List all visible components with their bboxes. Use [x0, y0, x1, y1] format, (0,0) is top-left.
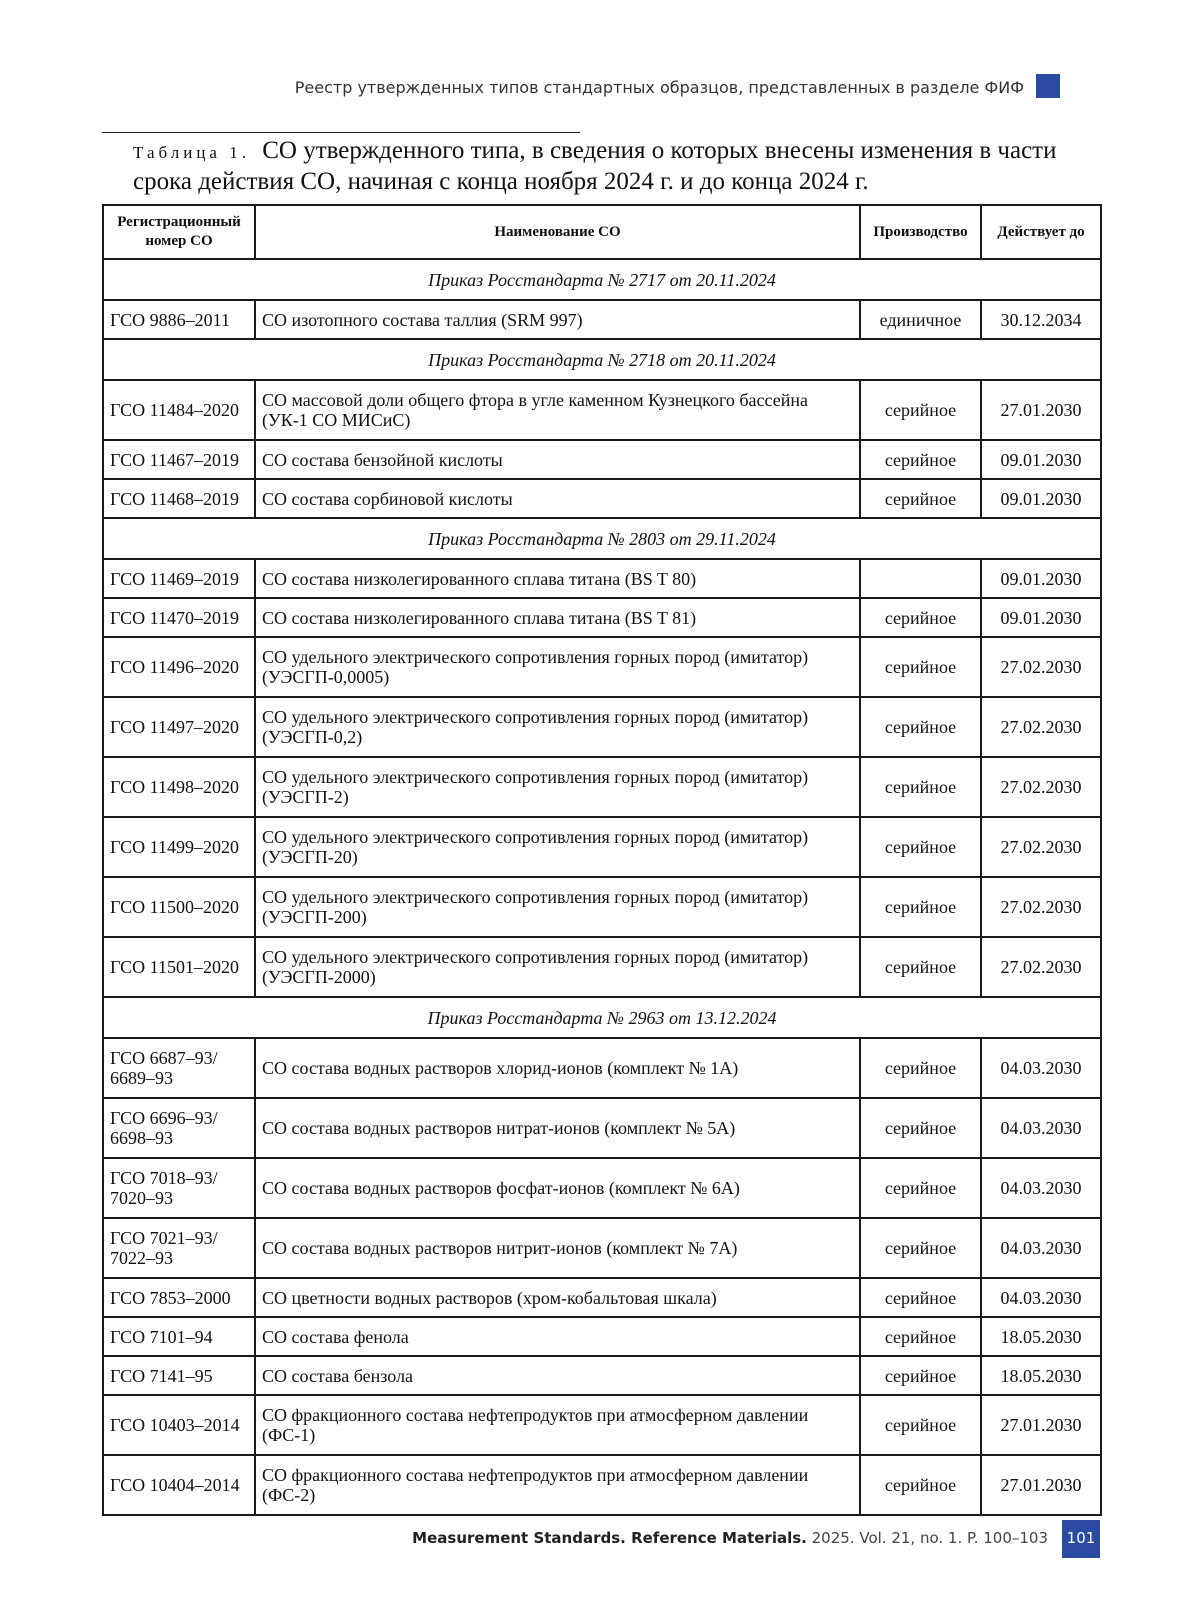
table-row: [103, 637, 1101, 697]
page-footer: [300, 1520, 1100, 1554]
column-header-production: Производство: [860, 205, 981, 259]
table-row: [103, 1218, 1101, 1278]
production-type: серийное: [860, 1158, 981, 1218]
material-name: СО состава бензола: [255, 1356, 860, 1395]
header-accent-square: [1036, 74, 1060, 98]
table-row: [103, 1455, 1101, 1515]
material-name: СО массовой доли общего фтора в угле каменном Кузнецкого бассейна (УК-1 СО МИСиС): [255, 380, 860, 440]
order-title: Приказ Росстандарта № 2803 от 29.11.2024: [103, 518, 1101, 559]
valid-until: 09.01.2030: [981, 479, 1101, 518]
reg-number: ГСО 7101–94: [103, 1317, 255, 1356]
material-name: СО состава фенола: [255, 1317, 860, 1356]
valid-until: 09.01.2030: [981, 559, 1101, 598]
reg-number: ГСО 11469–2019: [103, 559, 255, 598]
valid-until: 18.05.2030: [981, 1356, 1101, 1395]
valid-until: 27.02.2030: [981, 877, 1101, 937]
valid-until: 27.02.2030: [981, 757, 1101, 817]
material-name: СО фракционного состава нефтепродуктов при атмосферном давлении (ФС-1): [255, 1395, 860, 1455]
table-row: [103, 697, 1101, 757]
material-name: СО состава водных растворов нитрит-ионов (комплект № 7А): [255, 1218, 860, 1278]
material-name: СО цветности водных растворов (хром-кобальтовая шкала): [255, 1278, 860, 1317]
order-row: [103, 259, 1101, 300]
reg-number: ГСО 11470–2019: [103, 598, 255, 637]
production-type: серийное: [860, 637, 981, 697]
material-name: СО удельного электрического сопротивления горных пород (имитатор) (УЭСГП-20): [255, 817, 860, 877]
material-name: СО состава водных растворов хлорид-ионов (комплект № 1А): [255, 1038, 860, 1098]
table-row: [103, 757, 1101, 817]
material-name: СО удельного электрического сопротивления горных пород (имитатор) (УЭСГП-0,2): [255, 697, 860, 757]
reg-number: ГСО 11497–2020: [103, 697, 255, 757]
valid-until: 27.01.2030: [981, 380, 1101, 440]
running-title: Реестр утвержденных типов стандартных образцов, представленных в разделе ФИФ: [294, 78, 1024, 97]
order-title: Приказ Росстандарта № 2963 от 13.12.2024: [103, 997, 1101, 1038]
valid-until: 04.03.2030: [981, 1038, 1101, 1098]
table-row: [103, 1356, 1101, 1395]
reg-number: ГСО 11500–2020: [103, 877, 255, 937]
valid-until: 27.02.2030: [981, 697, 1101, 757]
material-name: СО удельного электрического сопротивления горных пород (имитатор) (УЭСГП-2000): [255, 937, 860, 997]
reg-number: ГСО 7141–95: [103, 1356, 255, 1395]
valid-until: 27.01.2030: [981, 1395, 1101, 1455]
production-type: серийное: [860, 1317, 981, 1356]
material-name: СО изотопного состава таллия (SRM 997): [255, 300, 860, 339]
reg-number: ГСО 7018–93/ 7020–93: [103, 1158, 255, 1218]
reg-number: ГСО 11499–2020: [103, 817, 255, 877]
reg-number: ГСО 11498–2020: [103, 757, 255, 817]
material-name: СО удельного электрического сопротивления горных пород (имитатор) (УЭСГП-0,0005): [255, 637, 860, 697]
valid-until: 27.01.2030: [981, 1455, 1101, 1515]
production-type: серийное: [860, 440, 981, 479]
table-row: [103, 817, 1101, 877]
production-type: серийное: [860, 817, 981, 877]
reference-materials-table: [102, 204, 1102, 1516]
production-type: серийное: [860, 1218, 981, 1278]
production-type: серийное: [860, 1278, 981, 1317]
table-row: [103, 300, 1101, 339]
order-row: [103, 518, 1101, 559]
valid-until: 04.03.2030: [981, 1098, 1101, 1158]
reg-number: ГСО 7021–93/ 7022–93: [103, 1218, 255, 1278]
valid-until: 04.03.2030: [981, 1158, 1101, 1218]
table-row: [103, 877, 1101, 937]
valid-until: 18.05.2030: [981, 1317, 1101, 1356]
valid-until: 09.01.2030: [981, 598, 1101, 637]
production-type: серийное: [860, 479, 981, 518]
order-row: [103, 339, 1101, 380]
table-row: [103, 559, 1101, 598]
production-type: серийное: [860, 1455, 981, 1515]
order-title: Приказ Росстандарта № 2717 от 20.11.2024: [103, 259, 1101, 300]
caption-rule: [102, 132, 580, 133]
production-type: серийное: [860, 1038, 981, 1098]
reg-number: ГСО 11496–2020: [103, 637, 255, 697]
valid-until: 04.03.2030: [981, 1218, 1101, 1278]
material-name: СО состава сорбиновой кислоты: [255, 479, 860, 518]
material-name: СО состава низколегированного сплава титана (BS T 80): [255, 559, 860, 598]
production-type: серийное: [860, 1098, 981, 1158]
production-type: серийное: [860, 937, 981, 997]
valid-until: 04.03.2030: [981, 1278, 1101, 1317]
valid-until: 27.02.2030: [981, 937, 1101, 997]
reg-number: ГСО 11467–2019: [103, 440, 255, 479]
production-type: серийное: [860, 598, 981, 637]
production-type: серийное: [860, 1356, 981, 1395]
table-caption-text: СО утвержденного типа, в сведения о которых внесены изменения в части срока действия СО, начиная с конца ноября 2024 г. и до конца 2024 г.: [133, 137, 1057, 195]
production-type: серийное: [860, 697, 981, 757]
reg-number: ГСО 6696–93/ 6698–93: [103, 1098, 255, 1158]
production-type: единичное: [860, 300, 981, 339]
material-name: СО состава водных растворов фосфат-ионов (комплект № 6А): [255, 1158, 860, 1218]
column-header-valid-until: Действует до: [981, 205, 1101, 259]
journal-name: Measurement Standards. Reference Materials.: [412, 1529, 807, 1547]
valid-until: 27.02.2030: [981, 637, 1101, 697]
footer-citation-line: [412, 1529, 1048, 1547]
reg-number: ГСО 11468–2019: [103, 479, 255, 518]
production-type: [860, 559, 981, 598]
material-name: СО состава водных растворов нитрат-ионов (комплект № 5А): [255, 1098, 860, 1158]
valid-until: 30.12.2034: [981, 300, 1101, 339]
table-row: [103, 380, 1101, 440]
column-header-reg: Регистрационный номер СО: [103, 205, 255, 259]
valid-until: 27.02.2030: [981, 817, 1101, 877]
valid-until: 09.01.2030: [981, 440, 1101, 479]
column-header-name: Наименование СО: [255, 205, 860, 259]
reg-number: ГСО 11501–2020: [103, 937, 255, 997]
table-row: [103, 598, 1101, 637]
order-title: Приказ Росстандарта № 2718 от 20.11.2024: [103, 339, 1101, 380]
production-type: серийное: [860, 877, 981, 937]
order-row: [103, 997, 1101, 1038]
table-caption-label: Таблица 1.: [133, 143, 250, 162]
reg-number: ГСО 11484–2020: [103, 380, 255, 440]
table-row: [103, 937, 1101, 997]
reg-number: ГСО 6687–93/ 6689–93: [103, 1038, 255, 1098]
material-name: СО фракционного состава нефтепродуктов при атмосферном давлении (ФС-2): [255, 1455, 860, 1515]
table-row: [103, 1395, 1101, 1455]
page-number: 101: [1062, 1520, 1100, 1558]
material-name: СО удельного электрического сопротивления горных пород (имитатор) (УЭСГП-200): [255, 877, 860, 937]
table-header-row: [103, 205, 1101, 259]
reg-number: ГСО 9886–2011: [103, 300, 255, 339]
table-row: [103, 1278, 1101, 1317]
table-row: [103, 1038, 1101, 1098]
reg-number: ГСО 7853–2000: [103, 1278, 255, 1317]
production-type: серийное: [860, 757, 981, 817]
table-row: [103, 440, 1101, 479]
production-type: серийное: [860, 1395, 981, 1455]
table-caption: [133, 136, 1103, 196]
journal-citation: 2025. Vol. 21, no. 1. P. 100–103: [811, 1529, 1048, 1547]
table-row: [103, 1098, 1101, 1158]
material-name: СО состава бензойной кислоты: [255, 440, 860, 479]
production-type: серийное: [860, 380, 981, 440]
table-row: [103, 1158, 1101, 1218]
material-name: СО состава низколегированного сплава титана (BS T 81): [255, 598, 860, 637]
table-row: [103, 1317, 1101, 1356]
reg-number: ГСО 10404–2014: [103, 1455, 255, 1515]
running-header: [294, 74, 1060, 102]
table-row: [103, 479, 1101, 518]
reg-number: ГСО 10403–2014: [103, 1395, 255, 1455]
material-name: СО удельного электрического сопротивления горных пород (имитатор) (УЭСГП-2): [255, 757, 860, 817]
